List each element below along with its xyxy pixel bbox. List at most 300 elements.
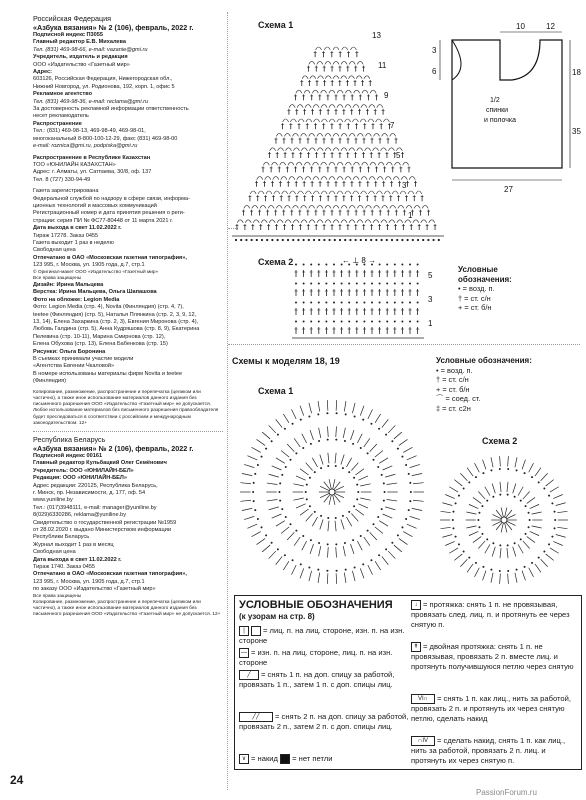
stitch-mark	[403, 447, 412, 452]
chain-dot	[254, 509, 256, 511]
chain-arc	[317, 133, 323, 136]
chain-arc	[310, 76, 316, 79]
chain-dot	[458, 495, 460, 497]
chain-dot	[499, 570, 501, 572]
reg-line: страции: серия ПИ № ФС77-80448 от 11 марта 2021 г.	[33, 217, 173, 224]
stitch-mark	[492, 547, 495, 557]
page-number: 24	[10, 773, 24, 787]
stitch-mark	[553, 541, 562, 545]
stitch-mark	[370, 444, 377, 452]
chain-dot	[412, 239, 414, 241]
chain-arc	[349, 220, 355, 223]
stitch-mark	[523, 491, 530, 499]
chain-dot	[396, 239, 398, 241]
chain-dot	[381, 474, 383, 476]
chain-arc	[368, 191, 374, 194]
chain-dot	[417, 302, 419, 304]
chain-dot	[281, 474, 283, 476]
chain-arc	[337, 119, 343, 122]
stitch-mark	[454, 554, 462, 560]
stitch-mark	[328, 453, 329, 463]
chain-arc	[373, 148, 379, 151]
stitch-mark	[269, 551, 276, 559]
stitch-mark	[329, 479, 331, 489]
legend-text: = снять 1 п. на доп. спицу за работой, провязать 1 п., затем 1 п. с доп. спицы лиц.	[239, 670, 395, 689]
frequency: Газета выходит 1 раз в неделю	[33, 239, 114, 246]
stitch-mark	[505, 522, 507, 532]
chain-arc	[341, 76, 347, 79]
stitch-mark	[355, 509, 364, 515]
chain-dot	[433, 239, 435, 241]
chain-arc	[302, 76, 308, 79]
stitch-mark	[276, 556, 282, 564]
stitch-mark	[247, 456, 257, 460]
chain-dot	[261, 456, 263, 458]
photo-credit: teetee (Финляндия) (стр. 5), Наталья Плянкина (стр. 2, 3, 9, 12,	[33, 311, 197, 318]
chain-arc	[365, 205, 371, 208]
chain-dot	[327, 439, 329, 441]
scheme-1b-title: Схема 1	[258, 386, 294, 396]
chain-dot	[528, 512, 530, 514]
slip-symbol-icon: ↓	[411, 600, 421, 610]
chain-dot	[417, 264, 419, 266]
chain-arc	[414, 205, 420, 208]
chain-dot	[524, 566, 526, 568]
stitch-mark	[469, 504, 478, 508]
chain-arc	[422, 205, 428, 208]
editor-contacts: Тел. (831) 469-98-66, e-mail: vazanie@gmi.ru	[33, 46, 148, 53]
stitch-mark	[541, 559, 548, 566]
stitch-mark	[360, 498, 370, 500]
watermark: PassionForum.ru	[476, 788, 537, 797]
chain-dot	[357, 491, 359, 493]
stitch-mark	[269, 507, 279, 510]
stitch-mark	[368, 565, 373, 574]
chain-dot	[261, 239, 263, 241]
stitch-mark	[535, 564, 541, 572]
chain-arc	[350, 47, 356, 50]
chain-dot	[355, 239, 357, 241]
stitch-mark	[360, 568, 364, 578]
chain-dot	[397, 534, 399, 536]
stitch-mark	[412, 508, 422, 510]
stitch-mark	[412, 473, 422, 475]
chain-dot	[401, 302, 403, 304]
chain-dot	[345, 569, 347, 571]
stitch-mark	[262, 432, 270, 439]
chain-dot	[318, 542, 320, 544]
stitch-mark	[281, 527, 289, 534]
chain-dot	[348, 321, 350, 323]
founder-name: ООО «Издательство «Газетный мир»	[33, 61, 130, 68]
chain-arc	[398, 205, 404, 208]
chain-arc	[273, 177, 279, 180]
stitch-mark	[475, 568, 480, 577]
chain-dot	[377, 516, 379, 518]
stitch-mark	[276, 521, 285, 526]
stitch-mark	[269, 425, 276, 433]
chain-dot	[379, 283, 381, 285]
chain-arc	[403, 162, 409, 165]
stitch-mark	[460, 473, 467, 480]
chain-dot	[325, 264, 327, 266]
purl-symbol-icon: —	[241, 650, 247, 656]
editor-line: Главный редактор Кульбацкий Олег Семёнович	[33, 460, 167, 467]
stitch-mark	[341, 455, 344, 465]
rights: Все права защищены	[33, 275, 82, 281]
chain-dot	[381, 239, 383, 241]
stitch-mark	[500, 456, 501, 466]
stitch-mark	[244, 464, 254, 467]
stitch-mark	[283, 414, 289, 423]
yarn-over-icon: ∨	[239, 754, 249, 764]
chain-dot	[391, 239, 393, 241]
legend-box-title: УСЛОВНЫЕ ОБОЗНАЧЕНИЯ	[239, 599, 393, 611]
chain-dot	[271, 440, 273, 442]
chain-arc	[309, 220, 315, 223]
chain-dot	[284, 428, 286, 430]
chain-dot	[468, 481, 470, 483]
chain-dot	[329, 239, 331, 241]
chain-dot	[265, 448, 267, 450]
stitch-mark	[296, 504, 306, 508]
chain-arc	[321, 191, 327, 194]
chain-arc	[345, 162, 351, 165]
chain-arc	[284, 205, 290, 208]
stitch-mark	[364, 438, 370, 447]
chain-arc	[284, 133, 290, 136]
photo-credit: Любовь Галдина (стр. 5), Анна Кудряшова (стр. 8, 9), Екатерина	[33, 326, 200, 333]
chain-dot	[327, 517, 329, 519]
chain-arc	[337, 191, 343, 194]
chain-arc	[345, 119, 351, 122]
stitch-mark	[319, 428, 321, 438]
chain-arc	[341, 61, 347, 64]
ads-contacts: Тел. (831) 469-98-36, e-mail: reclama@gmi.ru	[33, 98, 149, 105]
chain-arc	[325, 76, 331, 79]
legend-text: = лиц. п. на лиц. стороне, изн. п. на изн. стороне	[239, 626, 405, 645]
chain-arc	[369, 177, 375, 180]
chain-dot	[314, 511, 316, 513]
chain-arc	[298, 119, 304, 122]
chain-dot	[310, 264, 312, 266]
stitch-mark	[302, 434, 307, 443]
stitch-mark	[336, 426, 337, 436]
chain-dot	[261, 526, 263, 528]
chain-dot	[278, 491, 280, 493]
row-number: 5	[396, 151, 401, 160]
chain-dot	[310, 321, 312, 323]
chain-arc	[317, 205, 323, 208]
chain-arc	[329, 119, 335, 122]
chain-dot	[378, 428, 380, 430]
chain-arc	[337, 90, 343, 93]
chain-dot	[427, 239, 429, 241]
chain-dot	[341, 302, 343, 304]
chain-arc	[341, 133, 347, 136]
shooting-credit: В съемках принимали участие модели	[33, 356, 134, 363]
legend-mid	[436, 356, 532, 413]
chain-dot	[551, 536, 553, 538]
index-label: Подписной индекс 00161	[33, 452, 103, 459]
chain-dot	[295, 302, 297, 304]
chain-dot	[492, 542, 494, 544]
chain-dot	[486, 500, 488, 502]
stitch-mark	[327, 573, 328, 584]
chain-dot	[520, 538, 522, 540]
chain-dot	[323, 239, 325, 241]
chain-arc	[325, 133, 331, 136]
price: Свободная цена	[33, 549, 76, 556]
stitch-mark	[328, 521, 329, 531]
stitch-mark	[530, 504, 539, 508]
chain-dot	[292, 559, 294, 561]
cover-photo-credit: Фото на обложке: Legion Media	[33, 296, 120, 303]
chain-dot	[318, 302, 320, 304]
chain-arc	[337, 105, 343, 108]
chain-dot	[292, 423, 294, 425]
stitch-mark	[312, 517, 317, 526]
cable-1-symbol-icon: ╱	[239, 670, 259, 680]
chain-dot	[481, 533, 483, 535]
stitch-mark	[485, 544, 490, 553]
stitch-mark	[336, 547, 337, 557]
chain-arc	[405, 220, 411, 223]
chain-dot	[303, 264, 305, 266]
stitch-mark	[449, 548, 458, 553]
chain-dot	[309, 505, 311, 507]
chain-dot	[408, 473, 410, 475]
stitch-mark	[508, 574, 509, 584]
stitch-mark	[291, 565, 296, 574]
chain-dot	[410, 491, 412, 493]
stitch-mark	[491, 457, 493, 467]
legend-double-slip	[411, 642, 577, 672]
chain-dot	[310, 283, 312, 285]
dimension-label: 3	[432, 46, 437, 55]
chain-dot	[356, 484, 358, 486]
stitch-mark	[399, 539, 408, 545]
chain-dot	[407, 239, 409, 241]
chain-arc	[321, 90, 327, 93]
chain-dot	[344, 542, 346, 544]
cert-line: Республики Беларусь	[33, 534, 90, 541]
chain-arc	[376, 119, 382, 122]
stitch-mark	[358, 504, 368, 508]
chain-dot	[475, 476, 477, 478]
legal-notice: Копирование, размножение, распространение и перепечатка (целиком или частично), а также иное использование материалов данного издания без письменного разрешения ООО «Издательство «Газетный мир» не допускается. Любое использование материалов без письменного разрешения правообладателя будет преследоваться в соответствии с российским и международным законодательством. 12+	[33, 389, 219, 426]
chain-arc	[385, 177, 391, 180]
chain-dot	[317, 413, 319, 415]
chain-arc	[305, 105, 311, 108]
chain-dot	[417, 239, 419, 241]
stitch-mark	[291, 409, 296, 418]
chain-arc	[296, 162, 302, 165]
stitch-mark	[375, 451, 383, 458]
print-run: Тираж 17278. Заказ 0455	[33, 232, 99, 239]
stitch-mark	[403, 532, 412, 537]
stitch-mark	[283, 561, 289, 570]
chain-arc	[309, 61, 315, 64]
chain-arc	[361, 177, 367, 180]
legend-item: † = ст. с/н	[436, 375, 469, 384]
slip-yo-2-symbol-icon: ∩IV	[411, 736, 435, 746]
chain-arc	[329, 191, 335, 194]
chain-arc	[318, 76, 324, 79]
dimension-label: 6	[432, 67, 437, 76]
chain-dot	[490, 469, 492, 471]
armhole-curve	[452, 40, 461, 80]
stitch-mark	[262, 545, 270, 552]
chain-dot	[370, 559, 372, 561]
stitch-mark	[530, 531, 539, 535]
chain-dot	[320, 467, 322, 469]
stitch-mark	[375, 414, 381, 423]
chain-dot	[507, 544, 509, 546]
stitch-mark	[478, 541, 485, 549]
chain-arc	[357, 148, 363, 151]
chain-arc	[301, 205, 307, 208]
stitch-mark	[351, 463, 358, 471]
stitch-mark	[532, 512, 542, 514]
chain-arc	[362, 90, 368, 93]
stitch-mark	[505, 508, 507, 518]
chain-dot	[401, 526, 403, 528]
stitch-mark	[300, 469, 309, 475]
chain-dot	[318, 283, 320, 285]
chain-dot	[554, 527, 556, 529]
chain-arc	[309, 148, 315, 151]
reg-line: ционных технологий и массовых коммуникаций	[33, 202, 157, 209]
stitch-mark	[556, 535, 566, 538]
garment-pattern	[430, 18, 580, 208]
pattern-label: и полочка	[484, 117, 517, 124]
chain-dot	[365, 239, 367, 241]
stitch-mark	[410, 516, 420, 519]
photo-credit: Пелевина (стр. 10-11), Марина Смирнова (стр. 12),	[33, 333, 166, 340]
chain-dot	[252, 491, 254, 493]
chain-arc	[341, 205, 347, 208]
stitch-mark	[478, 491, 485, 499]
chain-arc	[317, 61, 323, 64]
chain-dot	[507, 570, 509, 572]
chain-dot	[240, 239, 242, 241]
chain-arc	[283, 119, 289, 122]
chain-arc	[362, 162, 368, 165]
ads-label: Рекламное агентство	[33, 91, 93, 98]
stitch-mark	[276, 419, 282, 427]
chain-arc	[277, 220, 283, 223]
chain-dot	[379, 264, 381, 266]
chain-dot	[409, 482, 411, 484]
stitch-mark	[500, 574, 501, 584]
chain-dot	[372, 459, 374, 461]
chain-dot	[303, 321, 305, 323]
cert-line: от 28.02.2020 г. выдано Министерством информации	[33, 526, 171, 533]
legend-text: = двойная протяжка: снять 1 п. не провязывая, провязать 2 п. вместе лиц. и протянуть получившуюся петлю через снятую	[411, 642, 574, 671]
chain-dot	[266, 239, 268, 241]
chain-arc	[386, 162, 392, 165]
stitch-mark	[475, 463, 480, 472]
empty-cell-icon	[251, 626, 261, 636]
chain-dot	[285, 516, 287, 518]
stitch-mark	[383, 466, 393, 470]
legend-item: + = ст. б/н	[458, 303, 492, 312]
chain-dot	[342, 467, 344, 469]
chain-dot	[265, 534, 267, 536]
chain-arc	[261, 220, 267, 223]
stitch-mark	[357, 434, 362, 443]
chain-dot	[257, 464, 259, 466]
legend-text: = снять 2 п. на доп. спицу за работой, провязать 2 п., затем 2 п. с доп. спицы лиц.	[239, 712, 409, 731]
chain-dot	[306, 498, 308, 500]
stitch-mark	[557, 527, 567, 528]
chain-dot	[551, 502, 553, 504]
row-number: 1	[428, 319, 433, 328]
chain-dot	[468, 557, 470, 559]
chain-arc	[353, 105, 359, 108]
chain-dot	[336, 570, 338, 572]
chain-dot	[455, 502, 457, 504]
chain-arc	[333, 220, 339, 223]
slip-yo-1-symbol-icon: VI∩	[411, 694, 435, 704]
stitch-mark	[294, 537, 300, 546]
kz-line: ТОО «ЮНИЛАЙН КАЗАХСТАН»	[33, 161, 116, 168]
printed-line: 123 995, г. Москва, ул. 1905 года, д.7, стр.1	[33, 262, 145, 269]
stitch-mark	[300, 509, 309, 515]
chain-dot	[375, 239, 377, 241]
center-ring	[501, 517, 507, 523]
chain-dot	[308, 415, 310, 417]
stitch-mark	[336, 573, 337, 584]
chain-dot	[525, 505, 527, 507]
stitch-mark	[515, 457, 517, 467]
edition-line: Редакция: ООО «ЮНИЛАЙН-БЕЛ»	[33, 475, 127, 482]
legend-knit	[239, 626, 409, 646]
date-out: Дата выхода в свет 11.02.2022 г.	[33, 225, 122, 232]
stitch-mark	[557, 511, 567, 512]
chain-dot	[438, 239, 440, 241]
stitch-mark	[529, 463, 534, 472]
stitch-mark	[355, 469, 364, 475]
stitch-mark	[252, 532, 261, 537]
chain-arc	[378, 162, 384, 165]
stitch-mark	[351, 513, 358, 521]
chain-dot	[341, 283, 343, 285]
address-line: Нижний Новгород, ул. Родионова, 192, корп. 1, офис 5	[33, 83, 175, 90]
chain-arc	[289, 177, 295, 180]
chain-dot	[313, 239, 315, 241]
chain-dot	[271, 542, 273, 544]
chain-dot	[352, 443, 354, 445]
stitch-mark	[500, 548, 501, 558]
stitch-mark	[328, 547, 329, 557]
stitch-mark	[500, 482, 501, 492]
legend-text: = изн. п. на лиц. стороне, лиц. п. на изн. стороне	[239, 648, 393, 667]
stitch-mark	[333, 495, 335, 505]
chain-dot	[379, 321, 381, 323]
stitch-mark	[399, 439, 408, 445]
chain-arc	[324, 47, 330, 50]
chain-dot	[362, 419, 364, 421]
chain-dot	[318, 321, 320, 323]
chain-arc	[282, 191, 288, 194]
chain-arc	[292, 205, 298, 208]
chain-dot	[507, 494, 509, 496]
chain-dot	[529, 519, 531, 521]
chain-arc	[237, 220, 243, 223]
stitch-mark	[460, 559, 467, 566]
